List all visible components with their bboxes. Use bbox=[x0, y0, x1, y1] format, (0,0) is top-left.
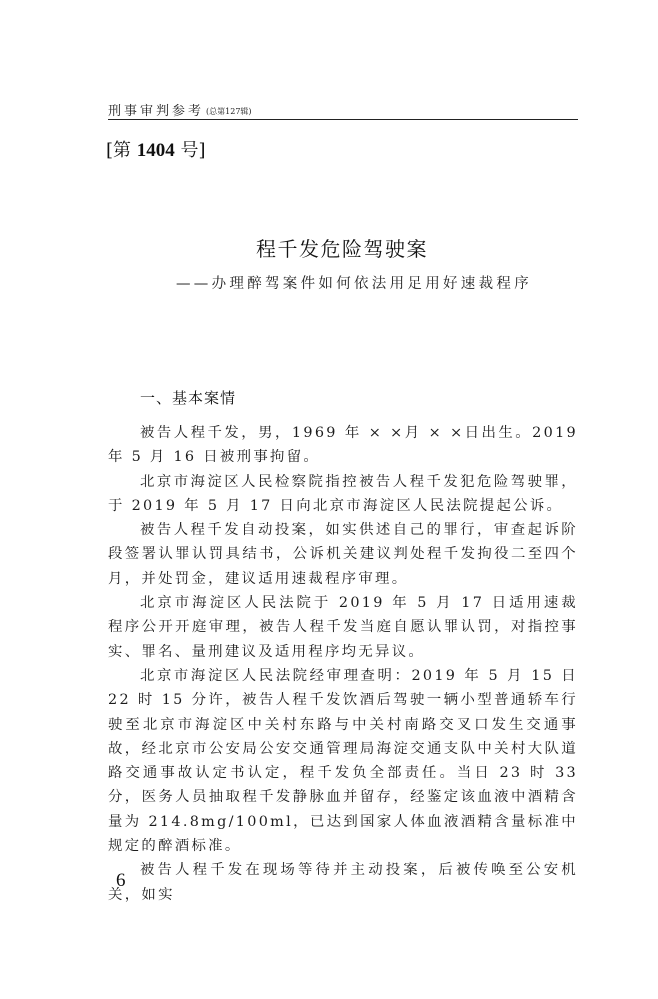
case-number-close: 号] bbox=[180, 140, 206, 161]
paragraph: 北京市海淀区人民检察院指控被告人程千发犯危险驾驶罪，于 2019 年 5 月 17 日向北京市海淀区人民法院提起公诉。 bbox=[108, 473, 578, 514]
case-number bbox=[106, 136, 206, 162]
article-title: 程千发危险驾驶案 bbox=[256, 237, 428, 261]
paragraph: 被告人程千发在现场等待并主动投案，后被传唤至公安机关，如实 bbox=[108, 862, 578, 903]
paragraph: 被告人程千发自动投案，如实供述自己的罪行，审查起诉阶段签署认罪认罚具结书，公诉机关建议判处程千发拘役二至四个月，并处罚金，建议适用速裁程序审理。 bbox=[108, 522, 578, 587]
journal-title: 刑事审判参考 bbox=[108, 104, 205, 119]
case-number-open: [第 bbox=[106, 140, 132, 161]
paragraph: 北京市海淀区人民法院于 2019 年 5 月 17 日适用速裁程序公开开庭审理，被告人程千发当庭自愿认罪认罚，对指控事实、罪名、量刑建议及适用程序均无异议。 bbox=[108, 595, 578, 660]
paragraph: 被告人程千发，男，1969 年 × ×月 × ×日出生。2019 年 5 月 16 日被刑事拘留。 bbox=[108, 425, 578, 466]
article-subtitle: ——办理醉驾案件如何依法用足用好速裁程序 bbox=[176, 276, 532, 292]
body-text bbox=[108, 421, 578, 907]
section-heading: 一、基本案情 bbox=[140, 389, 237, 407]
volume-number: (总第127辑) bbox=[206, 107, 252, 116]
case-number-value: 1404 bbox=[136, 140, 175, 161]
page-number: 6 bbox=[116, 870, 126, 891]
running-head bbox=[108, 100, 578, 120]
paragraph: 北京市海淀区人民法院经审理查明：2019 年 5 月 15 日 22 时 15 分许，被告人程千发饮酒后驾驶一辆小型普通轿车行驶至北京市海淀区中关村东路与中关村南路交叉口发生交通事故，经北京市公安局公安交通管理局海淀交通支队中关村大队道路交通事故认定书认定，程千发负全部责任。当日 23 时 33 分，医务人员抽取程千发静脉血并留存，经鉴定该血液中酒精含量为 214.8mg/100ml，已达到国家人体血液酒精含量标准中规定的醉酒标准。 bbox=[108, 667, 578, 855]
header-rule bbox=[108, 119, 578, 120]
